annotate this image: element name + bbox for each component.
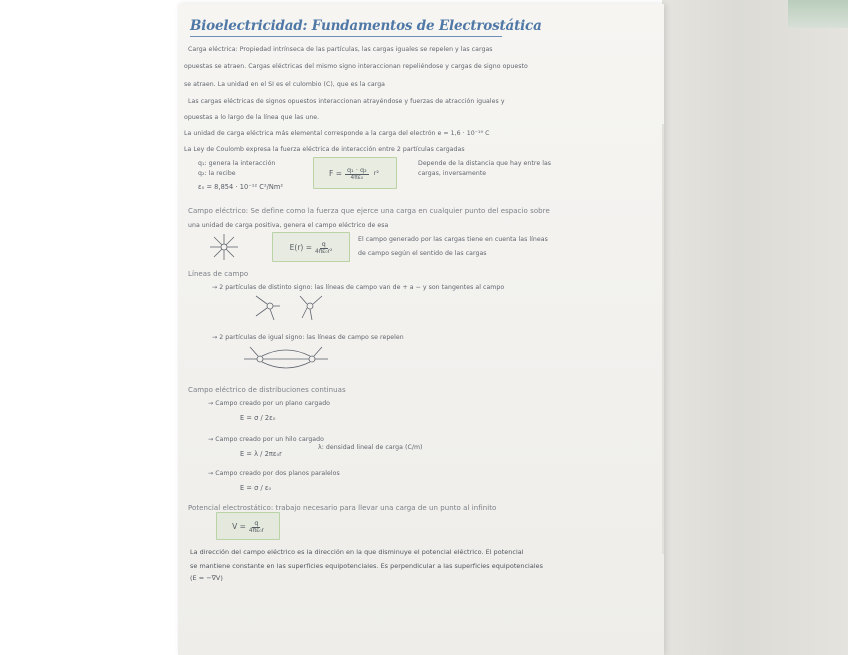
potential-denominator: 4πε₀r bbox=[248, 527, 264, 534]
right-background bbox=[662, 0, 848, 655]
text-line: opuestas se atraen. Cargas eléctricas del mismo signo interaccionan repeliéndose y cargas de signo opuesto bbox=[184, 63, 528, 70]
epsilon-value: ε₀ = 8,854 · 10⁻¹² C²/Nm² bbox=[198, 183, 284, 191]
field-fraction bbox=[315, 240, 332, 255]
field-lines-like-charges bbox=[250, 290, 330, 322]
text-line: → 2 partículas de distinto signo: las líneas de campo van de + a − y son tangentes al campo bbox=[212, 284, 505, 291]
field-note: El campo generado por las cargas tiene en cuenta las líneas bbox=[358, 236, 548, 243]
coulomb-note: Depende de la distancia que hay entre las bbox=[418, 160, 552, 167]
text-line: Potencial electrostático: trabajo necesario para llevar una carga de un punto al infinito bbox=[188, 504, 497, 512]
text-line: se mantiene constante en las superficies equipotenciales. Es perpendicular a las superficies equipotenciales bbox=[190, 562, 544, 570]
potential-formula-box bbox=[216, 512, 280, 540]
q2-note: q₂: la recibe bbox=[198, 170, 236, 177]
coulomb-r2 bbox=[372, 169, 381, 177]
text-line: La dirección del campo eléctrico es la dirección en la que disminuye el potencial eléctrico. El potencial bbox=[190, 548, 524, 556]
page-edge bbox=[662, 124, 664, 554]
text-line: una unidad de carga positiva, genera el campo eléctrico de esa bbox=[188, 222, 389, 229]
text-line: Campo eléctrico: Se define como la fuerza que ejerce una carga en cualquier punto del espacio sobre bbox=[188, 207, 550, 215]
planes-formula: E = σ / ε₀ bbox=[240, 484, 272, 492]
point-charge-diagram bbox=[204, 232, 244, 262]
coulomb-note: cargas, inversamente bbox=[418, 170, 487, 177]
left-background bbox=[0, 0, 178, 655]
potential-lhs: V = bbox=[232, 521, 246, 531]
potential-numerator: q bbox=[254, 518, 259, 527]
text-line: La unidad de carga eléctrica más elemental corresponde a la carga del electrón e = 1,6 · 10⁻¹⁹ C bbox=[184, 130, 490, 137]
field-numerator: q bbox=[321, 239, 326, 248]
lambda-note: λ: densidad lineal de carga (C/m) bbox=[318, 444, 423, 451]
text-line: La Ley de Coulomb expresa la fuerza eléctrica de interacción entre 2 partículas cargadas bbox=[184, 146, 465, 153]
text-line: → Campo creado por dos planos paralelos bbox=[208, 470, 340, 477]
text-line: Carga eléctrica: Propiedad intrínseca de las partículas, las cargas iguales se repelen y las cargas bbox=[188, 46, 493, 53]
text-line: → Campo creado por un plano cargado bbox=[208, 400, 331, 407]
coulomb-denominator: 4πε₀ bbox=[350, 174, 364, 181]
plane-formula: E = σ / 2ε₀ bbox=[240, 414, 276, 422]
coulomb-numerator: q₁ · q₂ bbox=[347, 165, 367, 174]
text-line: → Campo creado por un hilo cargado bbox=[208, 436, 324, 443]
green-corner bbox=[788, 0, 848, 28]
potential-fraction bbox=[249, 519, 264, 534]
field-lines-opposite-charges bbox=[238, 342, 334, 376]
section-heading: Campo eléctrico de distribuciones continuas bbox=[188, 386, 346, 394]
coulomb-lhs: F = bbox=[329, 168, 343, 178]
text-line: (E = −∇V) bbox=[190, 574, 223, 582]
coulomb-r2-label: r² bbox=[373, 169, 379, 177]
text-line: se atraen. La unidad en el SI es el culombio (C), que es la carga bbox=[184, 81, 386, 88]
field-formula-box bbox=[272, 232, 350, 262]
section-heading: Líneas de campo bbox=[188, 270, 249, 278]
coulomb-fraction bbox=[345, 166, 369, 181]
wire-formula: E = λ / 2πε₀r bbox=[240, 450, 282, 458]
notebook-page bbox=[178, 4, 664, 655]
title-underline bbox=[190, 36, 502, 37]
field-lhs: E(r) = bbox=[289, 242, 312, 252]
page-title: Bioelectricidad: Fundamentos de Electrostática bbox=[190, 18, 542, 34]
text-line: Las cargas eléctricas de signos opuestos interaccionan atrayéndose y fuerzas de atracción iguales y bbox=[188, 98, 505, 105]
text-line: opuestas a lo largo de la línea que las une. bbox=[184, 114, 320, 121]
field-denominator: 4πε₀r² bbox=[315, 248, 333, 255]
text-line: → 2 partículas de igual signo: las líneas de campo se repelen bbox=[212, 334, 404, 341]
q1-note: q₁: genera la interacción bbox=[198, 160, 276, 167]
coulomb-formula-box bbox=[313, 157, 397, 189]
field-note: de campo según el sentido de las cargas bbox=[358, 250, 487, 257]
